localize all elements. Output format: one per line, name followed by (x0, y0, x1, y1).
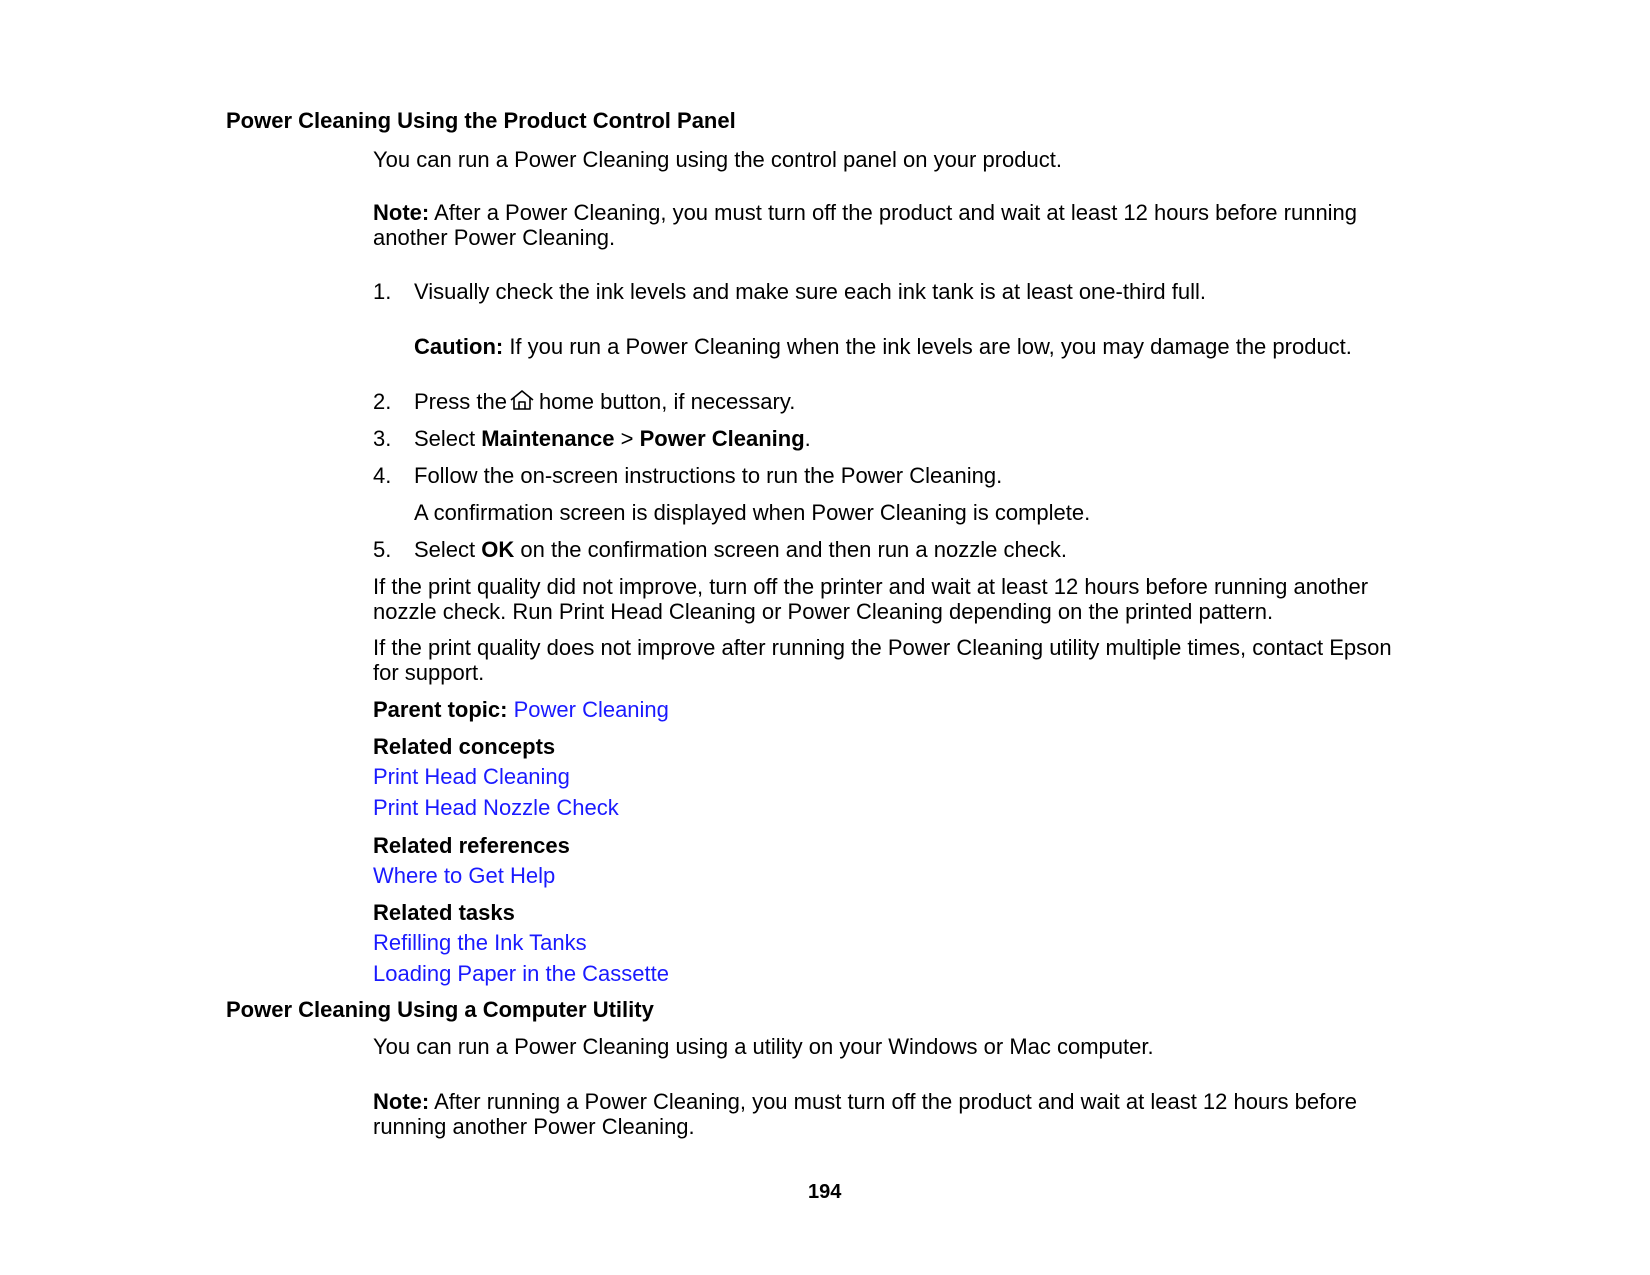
parent-topic-label: Parent topic: (373, 697, 508, 722)
page-number: 194 (808, 1181, 842, 1203)
paragraph-2-line-2: for support. (373, 660, 485, 685)
home-icon (509, 389, 535, 411)
note-line-2: another Power Cleaning. (373, 225, 616, 250)
step-text (414, 426, 811, 451)
step-4-result: A confirmation screen is displayed when Power Cleaning is complete. (414, 500, 1091, 525)
step-text-before: Press the (414, 389, 507, 414)
step-text (414, 537, 1067, 562)
step-text-after: on the confirmation screen and then run a nozzle check. (514, 537, 1068, 562)
step-text-before: Select (414, 426, 482, 451)
step-text-after: home button, if necessary. (538, 389, 796, 414)
related-references-heading: Related references (373, 833, 570, 858)
related-concepts-heading: Related concepts (373, 734, 556, 759)
step-text (414, 389, 795, 414)
parent-topic (373, 697, 669, 722)
menu-separator: > (614, 426, 640, 451)
caution-note (414, 334, 1352, 359)
paragraph-1-line-1: If the print quality did not improve, turn off the printer and wait at least 12 hours before running another (373, 574, 1369, 599)
paragraph-2-line-1: If the print quality does not improve after running the Power Cleaning utility multiple times, contact Epson (373, 635, 1392, 660)
note-text: After running a Power Cleaning, you must turn off the product and wait at least 12 hours before (429, 1089, 1358, 1114)
note-label: Note: (373, 200, 430, 225)
link-print-head-nozzle-check[interactable]: Print Head Nozzle Check (373, 795, 619, 820)
link-loading-paper-cassette[interactable]: Loading Paper in the Cassette (373, 961, 669, 986)
step-text: Follow the on-screen instructions to run the Power Cleaning. (414, 463, 1003, 488)
menu-maintenance: Maintenance (481, 426, 615, 451)
note-line-1 (373, 200, 1357, 225)
link-refilling-ink-tanks[interactable]: Refilling the Ink Tanks (373, 930, 587, 955)
step-text-after: . (804, 426, 811, 451)
section-2-intro: You can run a Power Cleaning using a utility on your Windows or Mac computer. (373, 1034, 1154, 1059)
related-tasks-heading: Related tasks (373, 900, 515, 925)
step-text: Visually check the ink levels and make sure each ink tank is at least one-third full. (414, 279, 1206, 304)
note-label: Note: (373, 1089, 430, 1114)
step-number: 2. (373, 389, 392, 414)
step-number: 4. (373, 463, 392, 488)
intro-text: You can run a Power Cleaning using the control panel on your product. (373, 147, 1062, 172)
caution-label: Caution: (414, 334, 504, 359)
step-text-before: Select (414, 537, 482, 562)
ok-label: OK (481, 537, 515, 562)
step-number: 5. (373, 537, 392, 562)
paragraph-1-line-2: nozzle check. Run Print Head Cleaning or Power Cleaning depending on the printed pattern. (373, 599, 1274, 624)
step-number: 3. (373, 426, 392, 451)
menu-power-cleaning: Power Cleaning (639, 426, 805, 451)
section-heading-computer-utility: Power Cleaning Using a Computer Utility (226, 997, 654, 1022)
section-heading-control-panel: Power Cleaning Using the Product Control Panel (226, 108, 736, 133)
section-2-note-line-2: running another Power Cleaning. (373, 1114, 695, 1139)
link-print-head-cleaning[interactable]: Print Head Cleaning (373, 764, 570, 789)
caution-text: If you run a Power Cleaning when the ink levels are low, you may damage the product. (503, 334, 1352, 359)
section-2-note-line-1 (373, 1089, 1357, 1114)
note-text: After a Power Cleaning, you must turn off the product and wait at least 12 hours before running (429, 200, 1358, 225)
step-number: 1. (373, 279, 392, 304)
link-where-to-get-help[interactable]: Where to Get Help (373, 863, 556, 888)
parent-topic-link[interactable]: Power Cleaning (513, 697, 669, 722)
